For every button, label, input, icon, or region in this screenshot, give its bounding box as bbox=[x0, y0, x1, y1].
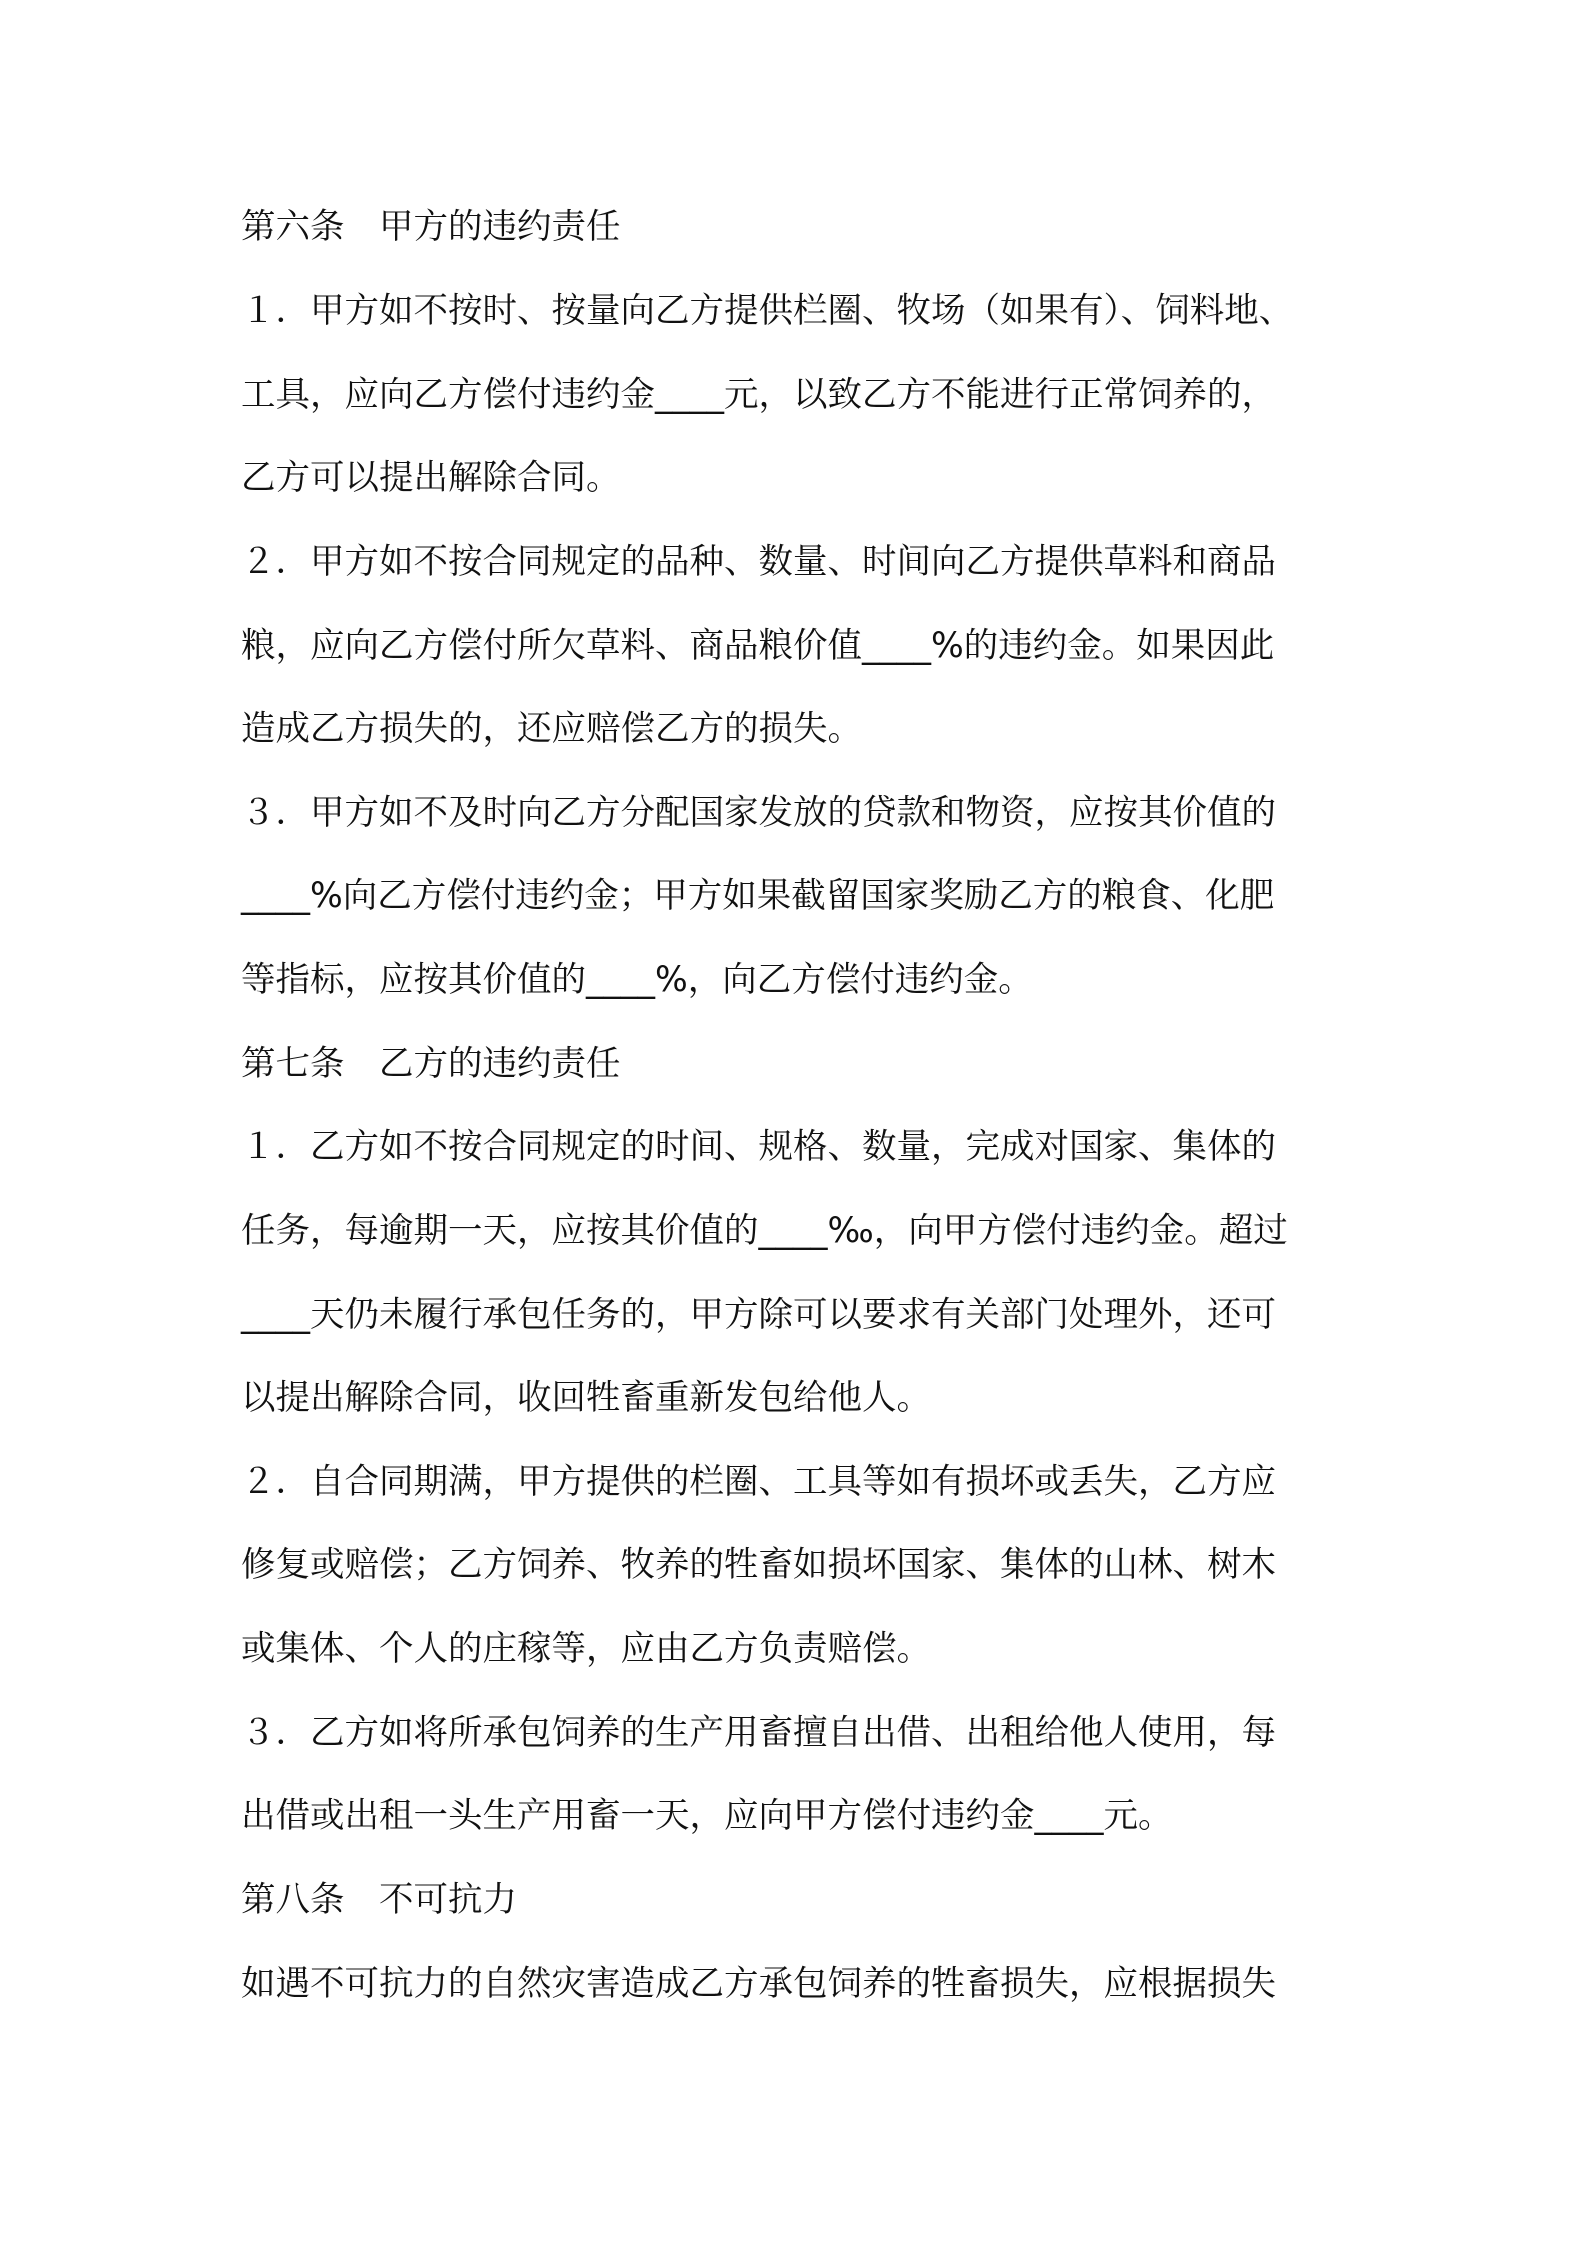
article-6-clause-1-line-1: １．甲方如不按时、按量向乙方提供栏圈、牧场（如果有）、饲料地、 bbox=[241, 291, 1294, 331]
article-6-clause-3-line-1: ３．甲方如不及时向乙方分配国家发放的贷款和物资，应按其价值的 bbox=[241, 793, 1276, 833]
article-8-heading: 第八条 不可抗力 bbox=[241, 1880, 517, 1920]
article-7-heading: 第七条 乙方的违约责任 bbox=[241, 1044, 621, 1084]
article-6-heading: 第六条 甲方的违约责任 bbox=[241, 207, 621, 247]
article-6-clause-1-line-2: 工具，应向乙方偿付违约金____元，以致乙方不能进行正常饲养的， bbox=[241, 375, 1276, 415]
article-7-clause-1-line-1: １．乙方如不按合同规定的时间、规格、数量，完成对国家、集体的 bbox=[241, 1127, 1276, 1167]
article-7-clause-2-line-1: ２．自合同期满，甲方提供的栏圈、工具等如有损坏或丢失，乙方应 bbox=[241, 1462, 1276, 1502]
article-7-clause-1-line-4: 以提出解除合同，收回牲畜重新发包给他人。 bbox=[241, 1378, 931, 1418]
article-6-clause-2-line-1: ２．甲方如不按合同规定的品种、数量、时间向乙方提供草料和商品 bbox=[241, 542, 1276, 582]
article-6-clause-2-line-3: 造成乙方损失的，还应赔偿乙方的损失。 bbox=[241, 709, 862, 749]
article-7-clause-1-line-2: 任务，每逾期一天，应按其价值的____‰，向甲方偿付违约金。超过 bbox=[241, 1211, 1288, 1251]
article-6-clause-3-line-3: 等指标，应按其价值的____%，向乙方偿付违约金。 bbox=[241, 960, 1033, 1000]
article-7-clause-2-line-2: 修复或赔偿；乙方饲养、牧养的牲畜如损坏国家、集体的山林、树木 bbox=[241, 1545, 1276, 1585]
article-7-clause-3-line-1: ３．乙方如将所承包饲养的生产用畜擅自出借、出租给他人使用，每 bbox=[241, 1713, 1276, 1753]
article-8-line-1: 如遇不可抗力的自然灾害造成乙方承包饲养的牲畜损失，应根据损失 bbox=[241, 1964, 1276, 2004]
article-6-clause-2-line-2: 粮，应向乙方偿付所欠草料、商品粮价值____%的违约金。如果因此 bbox=[241, 626, 1275, 666]
article-6-clause-3-line-2: ____%向乙方偿付违约金；甲方如果截留国家奖励乙方的粮食、化肥 bbox=[241, 876, 1275, 916]
article-6-clause-1-line-3: 乙方可以提出解除合同。 bbox=[241, 458, 621, 498]
article-7-clause-2-line-3: 或集体、个人的庄稼等，应由乙方负责赔偿。 bbox=[241, 1629, 931, 1669]
article-7-clause-3-line-2: 出借或出租一头生产用畜一天，应向甲方偿付违约金____元。 bbox=[241, 1796, 1173, 1836]
article-7-clause-1-line-3: ____天仍未履行承包任务的，甲方除可以要求有关部门处理外，还可 bbox=[241, 1295, 1276, 1335]
